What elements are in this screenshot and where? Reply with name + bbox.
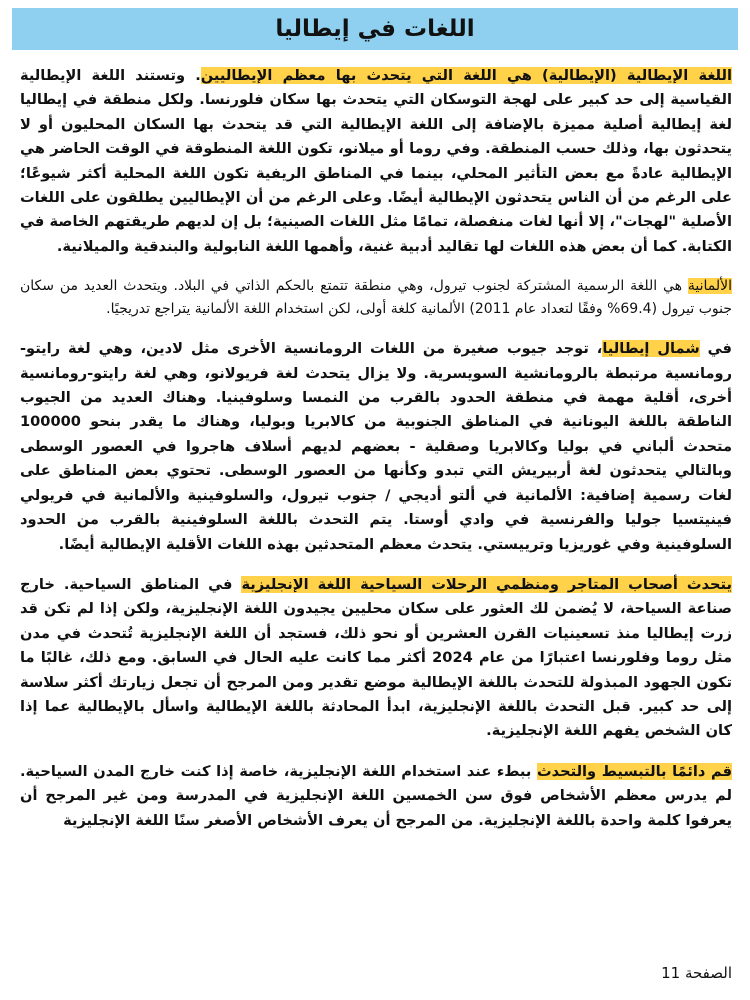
article-body — [20, 64, 732, 841]
paragraph-speak-simply — [20, 760, 732, 833]
paragraph-prefix: في — [699, 340, 732, 358]
paragraph-text: هي اللغة الرسمية المشتركة لجنوب تيرول، وهي منطقة تتمتع بالحكم الذاتي في البلاد. ويتحدث العديد من سكان جنوب تيرول (69.4% وفقًا لتعداد عام 2011) الألمانية كلغة أولى، لكن استخدام اللغة الألمانية يتراجع تدريجيًا. — [20, 278, 732, 318]
paragraph-text: . وتستند اللغة الإيطالية القياسية إلى حد كبير على لهجة التوسكان التي يتحدث بها سكان فلورنسا. ولكل منطقة في إيطاليا لغة إيطالية أصلية مميزة بالإضافة إلى اللغة الإيطالية التي قد يتحدث بها السكان المحليون أو لا يتحدثون بها، وذلك حسب المنطقة. وفي روما أو ميلانو، تكون اللغة المنطوقة في الوقت الحاضر هي الإيطالية عادةً مع بعض التأثير المحلي، بينما في المناطق الريفية تكون اللغة المحلية أكثر شيوعًا؛ على الرغم من أن الناس يتحدثون الإيطالية أيضًا. وعلى الرغم من أن الإيطاليين يطلقون على اللغات الأصلية "لهجات"، إلا أنها لغات منفصلة، تمامًا مثل اللغات الصينية؛ بل إن لديهم طريقتهم الخاصة في الكتابة. كما أن بعض هذه اللغات لها تقاليد أدبية غنية، وأهمها اللغة النابولية والبندقية والميلانية. — [20, 67, 732, 255]
paragraph-german-language — [20, 275, 732, 321]
paragraph-northern-italy — [20, 337, 732, 557]
highlight-german: الألمانية — [687, 278, 732, 295]
paragraph-text: ، توجد جيوب صغيرة من اللغات الرومانسية الأخرى مثل لادين، وهي لغة رايتو-رومانسية مرتبطة بالرومانشية السويسرية. ولا يزال يتحدث لغة فريولانو، وهي لغة رايتو-رومانسية أخرى، أقلية مهمة في منطقة الحدود بالقرب من النمسا وسلوفينيا. وهناك العديد من الجيوب الناطقة باللغة اليونانية في المناطق الجنوبية من كالابريا وبوليا، وهناك ما يقدر بنحو 100000 متحدث ألباني في بوليا وكالابريا وصقلية - بعضهم لديهم أسلاف هاجروا في العصور الوسطى وبالتالي يتحدثون لغة أربيريش التي تبدو وكأنها من العصور الوسطى. تحتوي بعض المناطق على لغات رسمية إضافية: الألمانية في ألتو أديجي / جنوب تيرول، والسلوفينية والألمانية في فريولي فينيتسيا جوليا والفرنسية في وادي أوستا. يتم التحدث باللغة السلوفينية بالقرب من الحدود السلوفينية وفي غوريزيا وترييستي. يتحدث معظم المتحدثين بهذه اللغات الأقلية الإيطالية أيضًا. — [20, 340, 732, 553]
highlight-northern-italy: شمال إيطاليا — [602, 340, 700, 358]
page-title: اللغات في إيطاليا — [12, 8, 738, 50]
paragraph-italian-language — [20, 64, 732, 259]
page-number: الصفحة 11 — [661, 964, 732, 982]
paragraph-text: في المناطق السياحية. خارج صناعة السياحة، لا يُضمن لك العثور على سكان محليين يجيدون اللغة الإنجليزية، ولكن إذا لم تكن قد زرت إيطاليا منذ تسعينيات القرن العشرين أو نحو ذلك، فستجد أن اللغة الإنجليزية تُتحدث في مدن مثل روما وفلورنسا اعتبارًا من عام 2024 أكثر مما كانت عليه الحال في السابق. ومع ذلك، غالبًا ما تكون الجهود المبذولة للتحدث باللغة الإيطالية موضع تقدير ومن المرجح أن تجعل زيارتك أكثر سلاسة إلى حد كبير. قبل التحدث باللغة الإنجليزية، ابدأ المحادثة باللغة الإيطالية واسأل بالإيطالية عما إذا كان الشخص يفهم اللغة الإنجليزية. — [20, 575, 732, 740]
highlight-italian: اللغة الإيطالية (الإيطالية) هي اللغة التي يتحدث بها معظم الإيطاليين — [200, 67, 732, 84]
paragraph-english-tourism — [20, 573, 732, 744]
paragraph-text: ببطء عند استخدام اللغة الإنجليزية، خاصة إذا كنت خارج المدن السياحية. لم يدرس معظم الأشخاص فوق سن الخمسين اللغة الإنجليزية في المدرسة ومن غير المرجح أن يعرفوا كلمة واحدة باللغة الإنجليزية. من المرجح أن يعرف الأشخاص الأصغر سنًا اللغة الإنجليزية — [20, 762, 732, 829]
highlight-simplify: قم دائمًا بالتبسيط والتحدث — [537, 762, 733, 780]
highlight-english: يتحدث أصحاب المتاجر ومنظمي الرحلات السياحية اللغة الإنجليزية — [241, 575, 732, 593]
